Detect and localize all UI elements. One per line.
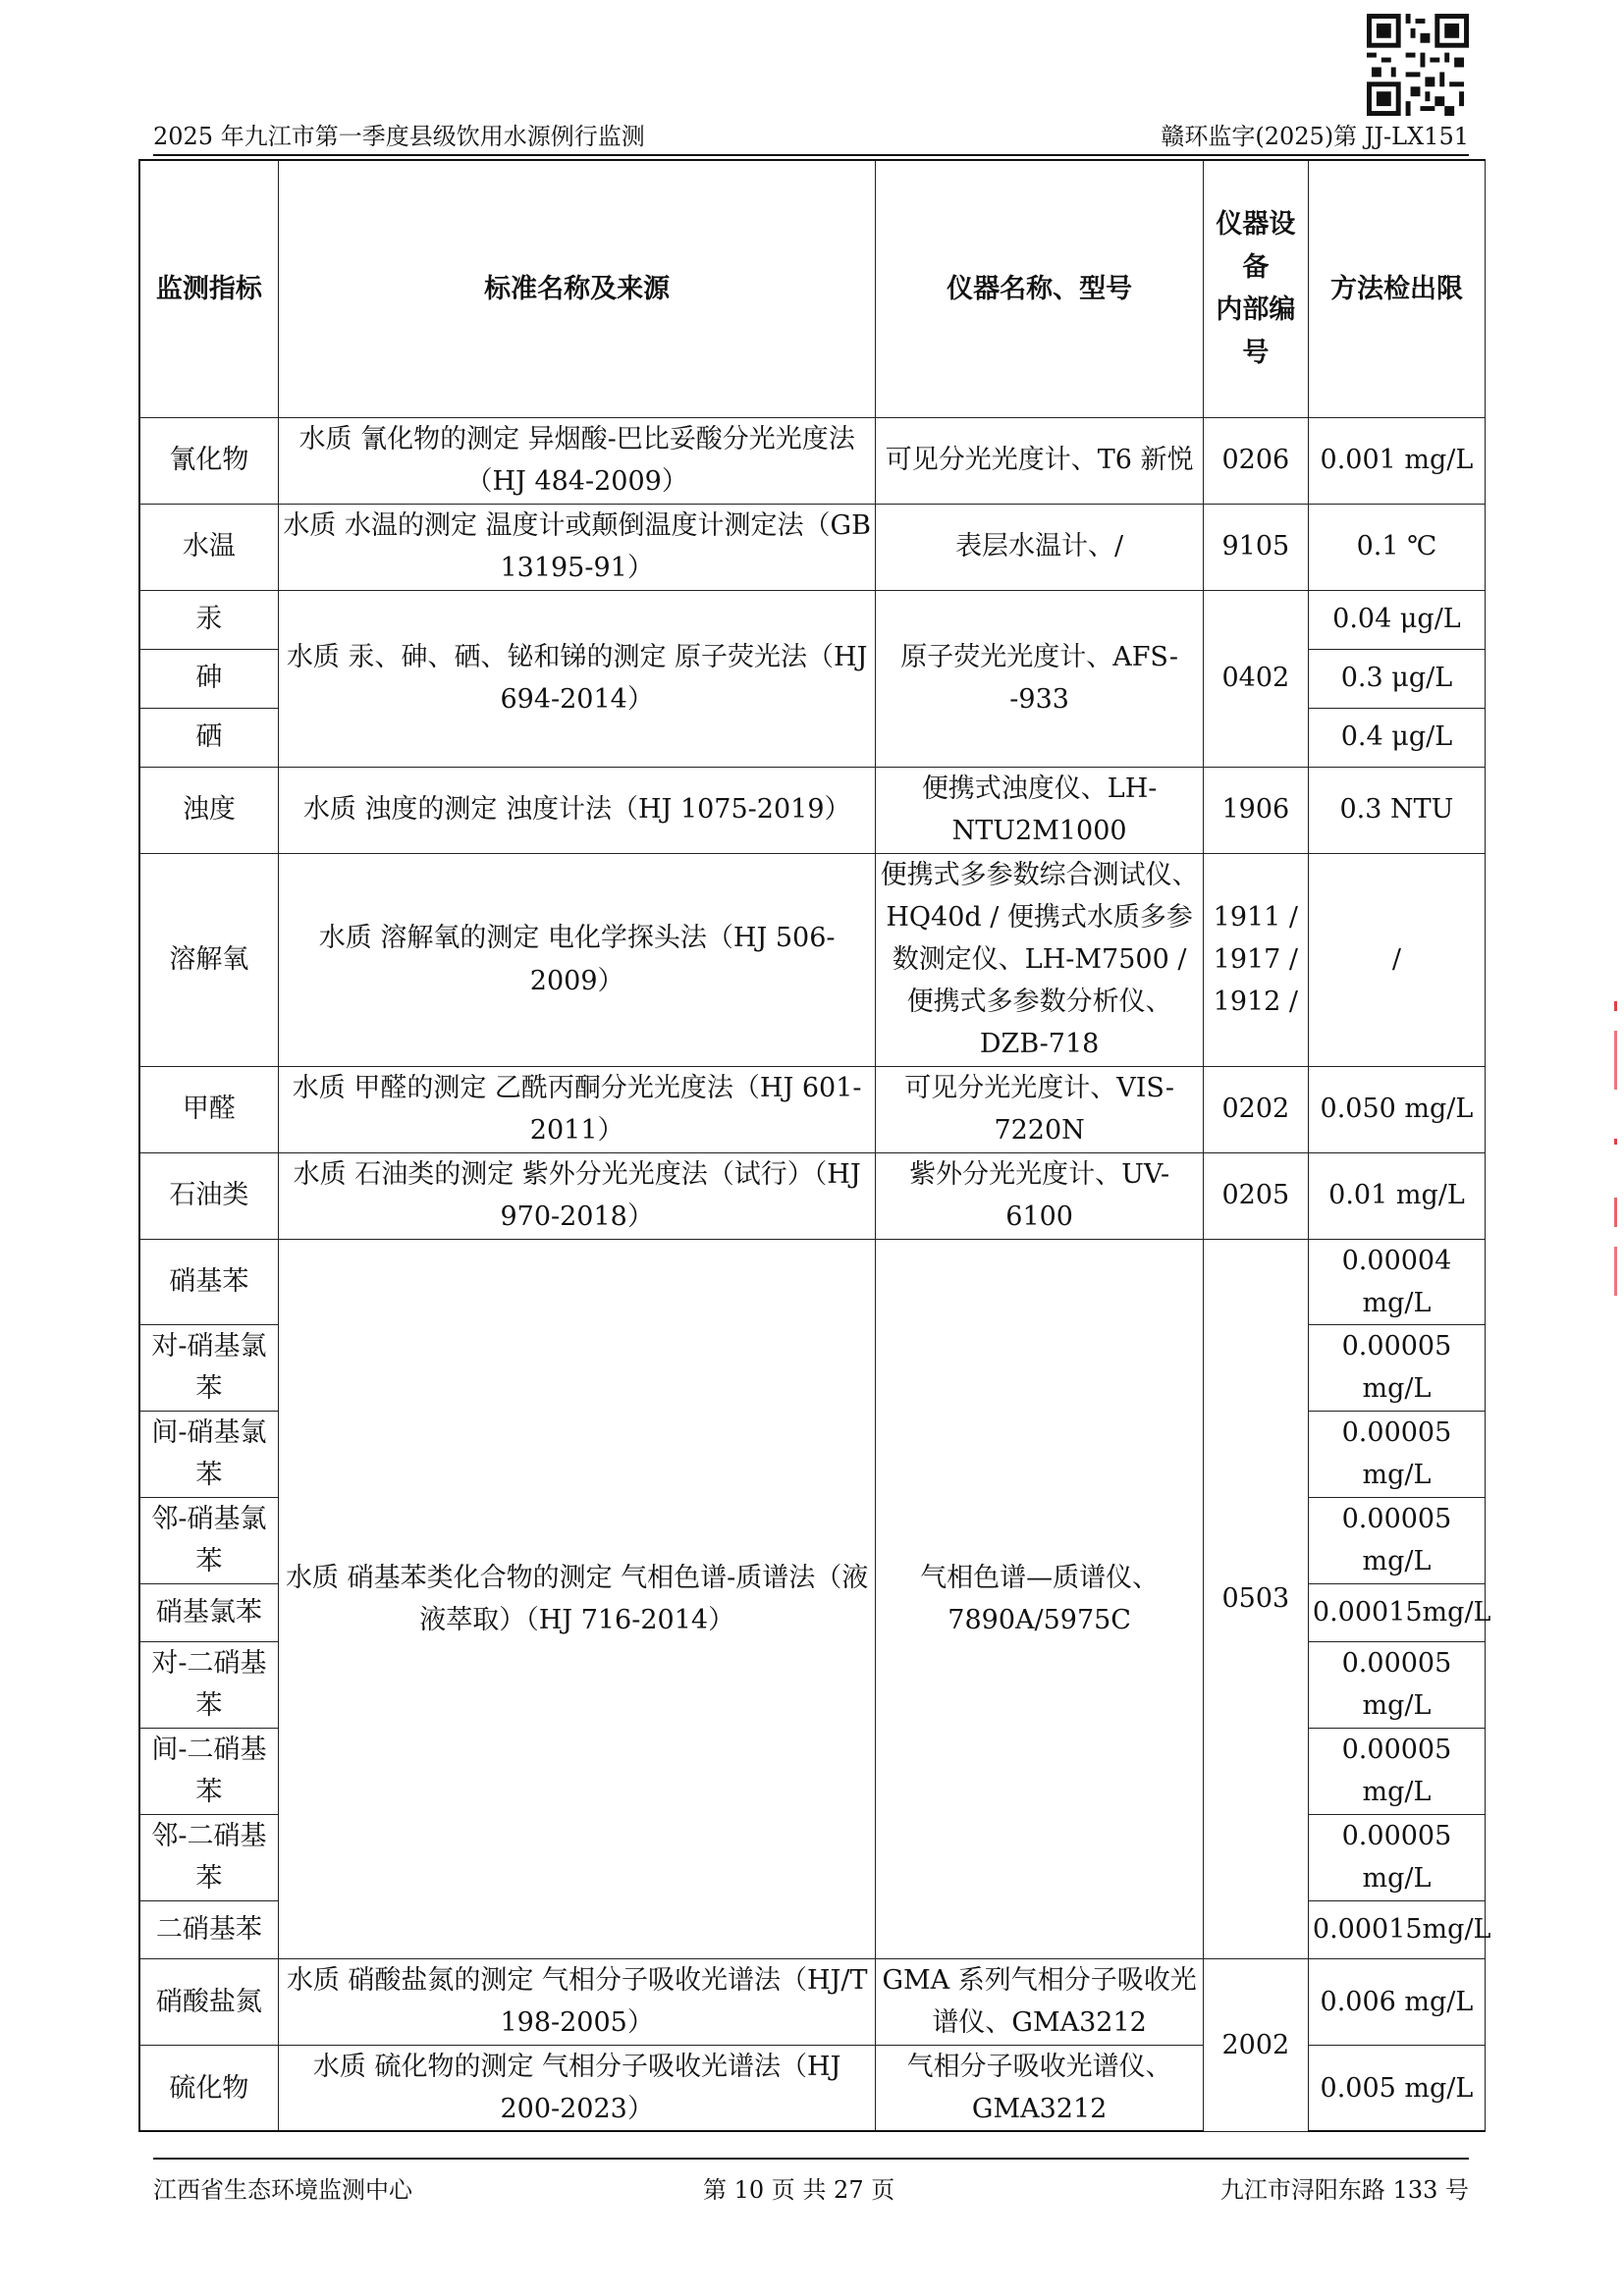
col-instrument: 仪器名称、型号 [876, 160, 1203, 417]
footer-organization: 江西省生态环境监测中心 [153, 2176, 412, 2204]
col-standard: 标准名称及来源 [278, 160, 876, 417]
table-row: 浊度 水质 浊度的测定 浊度计法（HJ 1075-2019） 便携式浊度仪、LH-NTU2M1000 1906 0.3 NTU [139, 767, 1486, 853]
table-header-row [139, 160, 1486, 417]
table-row: 对-二硝基苯 0.00005 mg/L [139, 1641, 1486, 1728]
col-indicator: 监测指标 [139, 160, 278, 417]
method-table [138, 159, 1491, 2132]
table-row: 砷 0.3 μg/L [139, 649, 1486, 708]
stamp-edge-mark [1613, 1001, 1619, 1296]
table-row: 甲醛 水质 甲醛的测定 乙酰丙酮分光光度法（HJ 601-2011） 可见分光光度计、VIS-7220N 0202 0.050 mg/L [139, 1066, 1486, 1152]
qr-code [1367, 14, 1469, 116]
table-row: 水温 水质 水温的测定 温度计或颠倒温度计测定法（GB 13195-91） 表层水温计、/ 9105 0.1 ℃ [139, 504, 1486, 590]
table-row: 间-二硝基苯 0.00005 mg/L [139, 1728, 1486, 1814]
page-footer [153, 2158, 1469, 2205]
table-row: 氰化物 水质 氰化物的测定 异烟酸-巴比妥酸分光光度法（HJ 484-2009） 可见分光光度计、T6 新悦 0206 0.001 mg/L [139, 417, 1486, 504]
col-limit: 方法检出限 [1308, 160, 1485, 417]
table-row: 汞 水质 汞、砷、硒、铋和锑的测定 原子荧光法（HJ 694-2014） 原子荧光光度计、AFS--933 0402 0.04 μg/L [139, 590, 1486, 649]
table-row: 邻-硝基氯苯 0.00005 mg/L [139, 1497, 1486, 1583]
report-title: 2025 年九江市第一季度县级饮用水源例行监测 [153, 123, 645, 150]
table-row: 硒 0.4 μg/L [139, 708, 1486, 767]
document-number: 赣环监字(2025)第 JJ-LX151 [1161, 123, 1469, 150]
table-row: 对-硝基氯苯 0.00005 mg/L [139, 1324, 1486, 1411]
table-row: 硫化物 水质 硫化物的测定 气相分子吸收光谱法（HJ 200-2023） 气相分子吸收光谱仪、GMA3212 0.005 mg/L [139, 2045, 1486, 2131]
col-equip-no: 仪器设 备 内部编 号 [1203, 160, 1308, 417]
table-row: 石油类 水质 石油类的测定 紫外分光光度法（试行）（HJ 970-2018） 紫外分光光度计、UV-6100 0205 0.01 mg/L [139, 1152, 1486, 1239]
table-row: 溶解氧 水质 溶解氧的测定 电化学探头法（HJ 506-2009） 便携式多参数综合测试仪、HQ40d / 便携式水质多参数测定仪、LH-M7500 / 便携式多参数分析仪、DZB-718 1911 / 1917 / 1912 / / [139, 853, 1486, 1066]
page-number: 第 10 页 共 27 页 [703, 2176, 895, 2204]
table-row: 间-硝基氯苯 0.00005 mg/L [139, 1411, 1486, 1497]
footer-address: 九江市浔阳东路 133 号 [1219, 2176, 1469, 2204]
table-row: 硝酸盐氮 水质 硝酸盐氮的测定 气相分子吸收光谱法（HJ/T 198-2005） GMA 系列气相分子吸收光谱仪、GMA3212 2002 0.006 mg/L [139, 1958, 1486, 2045]
table-row: 硝基苯 水质 硝基苯类化合物的测定 气相色谱-质谱法（液液萃取）（HJ 716-2014） 气相色谱—质谱仪、7890A/5975C 0503 0.00004 mg/L [139, 1239, 1486, 1324]
page-header [153, 116, 1469, 156]
table-row: 邻-二硝基苯 0.00005 mg/L [139, 1814, 1486, 1900]
table-row: 二硝基苯 0.00015mg/L [139, 1900, 1486, 1958]
table-row: 硝基氯苯 0.00015mg/L [139, 1583, 1486, 1641]
